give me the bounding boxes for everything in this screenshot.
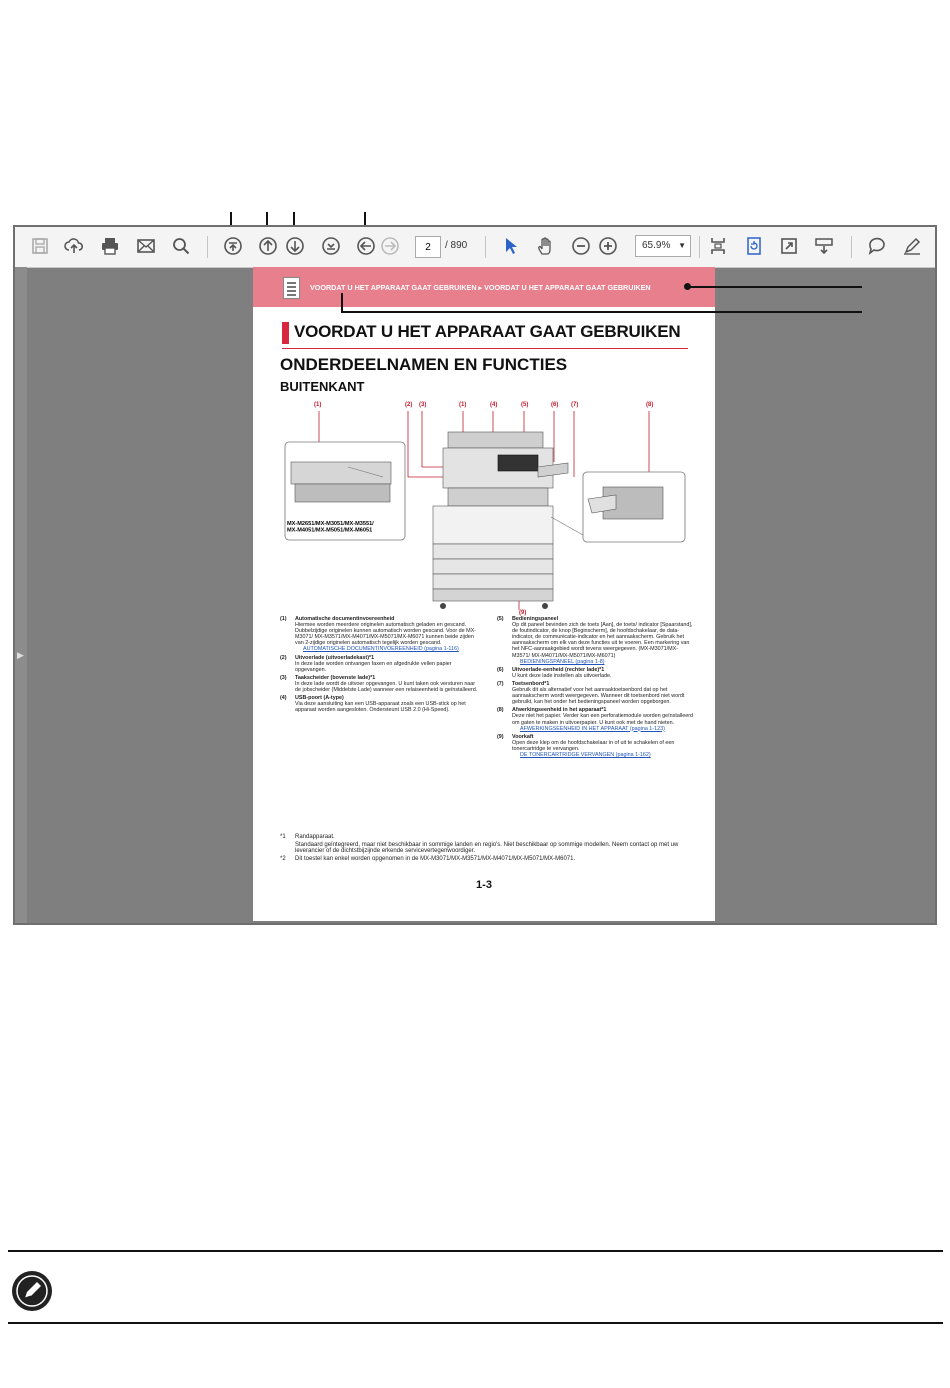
comment-icon[interactable] xyxy=(866,235,888,257)
figure-label: (1) xyxy=(459,402,467,408)
email-icon[interactable] xyxy=(135,235,157,257)
list-item: (1) Automatische documentinvoereenheid Hiermee worden meerdere originelen automatisch geladen en gescand. Dubbelzijdige originelen kunnen automatisch worden gescand. Voor de MX-M3071/ MX-M3571/MX-M4071/MX-M5071/MX-M6071 kunnen beide zijden van 2-zijdige originelen automatisch tegelijk worden gescand. AUTOMATISCHE DOCUMENTINVOEREENHEID (pagina 1-116) xyxy=(280,616,480,653)
note-divider-top xyxy=(8,1250,943,1252)
print-icon[interactable] xyxy=(99,235,121,257)
figure-label: (4) xyxy=(490,402,498,408)
viewer-toolbar xyxy=(15,227,935,268)
callout-line-1 xyxy=(690,286,862,288)
figure-label: (5) xyxy=(521,402,529,408)
zoom-out-icon[interactable] xyxy=(570,235,592,257)
fit-page-icon[interactable] xyxy=(707,235,729,257)
page-header xyxy=(253,267,715,307)
zoom-value: 65.9% xyxy=(642,240,671,251)
side-panel-toggle[interactable] xyxy=(15,267,27,923)
page-number: 1-3 xyxy=(476,879,492,891)
page-number-input[interactable] xyxy=(415,236,441,258)
chapter-marker xyxy=(282,322,289,344)
note-divider-bottom xyxy=(8,1322,943,1324)
next-page-icon[interactable] xyxy=(284,235,306,257)
machine-illustration xyxy=(283,407,693,612)
section-title: ONDERDEELNAMEN EN FUNCTIES xyxy=(280,355,568,374)
list-item: (7) Toetsenbord*1 Gebruik dit als alternatief voor het aanraaktoetsenbord dat op het aanraakscherm wordt weergegeven. Wanneer dit toetsenbord niet wordt gebruikt, kan het onder het bedieningspaneel worden opgeborgen. xyxy=(497,680,685,706)
read-mode-icon[interactable] xyxy=(813,235,835,257)
full-screen-icon[interactable] xyxy=(778,235,800,257)
chapter-title: VOORDAT U HET APPARAAT GAAT GEBRUIKEN xyxy=(294,322,681,341)
list-item: (2) Uitvoerlade (uitvoerladekast)*1 In deze lade worden ontvangen faxen en afgedrukte vellen papier opgevangen. xyxy=(280,654,452,673)
model-label: MX-M2651/MX-M3051/MX-M3551/ MX-M4051/MX-M5051/MX-M6051 xyxy=(287,521,374,534)
pdf-viewer-window xyxy=(13,225,937,925)
zoom-select[interactable] xyxy=(635,235,691,257)
page-total: / 890 xyxy=(445,240,468,251)
list-item: (4) USB-poort (A-type) Via deze aansluiting kan een USB-apparaat zoals een USB-stick op het apparaat worden aangesloten. Ondersteunt USB 2.0 (Hi-Speed). xyxy=(280,695,466,714)
last-page-icon[interactable] xyxy=(320,235,342,257)
pencil-icon xyxy=(12,1271,52,1311)
document-icon xyxy=(283,277,300,299)
link-control-panel[interactable]: BEDIENINGSPANEEL (pagina 1-8) xyxy=(520,658,605,665)
description-column-right xyxy=(497,616,693,760)
select-tool-icon[interactable] xyxy=(499,235,521,257)
footnotes: *1 Randapparaat. Standaard geïntegreerd, maar niet beschikbaar in sommige landen en regio's. Niet beschikbaar op sommige modellen. Neem contact op met uw leverancier of de dichtstbijzijnde erkende servicevertegenwoordiger. *2 Dit toestel kan enkel worden opgenomen in de MX-M3071/MX-M3571/MX-M4071/MX-M5071/MX-M6071. xyxy=(280,834,679,862)
link-toner[interactable]: DE TONERCARTRIDGE VERVANGEN (pagina 1-162) xyxy=(520,751,651,758)
callout-line-2-vertical xyxy=(341,293,343,312)
chevron-right-icon: ▶ xyxy=(17,650,24,660)
figure-label: (1) xyxy=(314,402,322,408)
figure-label: (2) xyxy=(405,402,413,408)
figure-label: (8) xyxy=(646,402,654,408)
zoom-in-icon[interactable] xyxy=(597,235,619,257)
search-icon[interactable] xyxy=(170,235,192,257)
link-finisher[interactable]: AFWERKINGSEENHEID IN HET APPARAAT (pagina 1-123) xyxy=(520,725,665,732)
model-label-line: MX-M4051/MX-M5051/MX-M6051 xyxy=(287,527,373,534)
breadcrumb[interactable]: VOORDAT U HET APPARAAT GAAT GEBRUIKEN ▸ VOORDAT U HET APPARAAT GAAT GEBRUIKEN xyxy=(310,283,651,292)
list-item: (8) Afwerkingseenheid in het apparaat*1 Deze niet het papier. Verder kan een perforatiemodule worden geïnstalleerd om gaten te maken in uitvoerpapier. U kunt ook met de hand nieten. AFWERKINGSEENHEID IN HET APPARAAT (pagina 1-123) xyxy=(497,707,694,732)
save-icon[interactable] xyxy=(29,235,51,257)
previous-page-icon[interactable] xyxy=(257,235,279,257)
document-page xyxy=(253,267,715,921)
callout-line-2 xyxy=(341,311,862,313)
previous-view-icon[interactable] xyxy=(355,235,377,257)
upload-icon[interactable] xyxy=(63,235,85,257)
first-page-icon[interactable] xyxy=(222,235,244,257)
link-adf[interactable]: AUTOMATISCHE DOCUMENTINVOEREENHEID (pagina 1-116) xyxy=(303,646,459,653)
list-item: (3) Taakscheider (bovenste lade)*1 In deze lade wordt de uitvoer opgevangen. U kunt taken ook versturen naar de jobscheider (Middelste Lade) wanneer een relaiseenheid is geïnstalleerd. xyxy=(280,674,478,694)
list-item: (6) Uitvoerlade-eenheid (rechter lade)*1 U kunt deze lade instellen als uitvoerlade. xyxy=(497,666,612,679)
figure-label: (3) xyxy=(419,402,427,408)
description-column-left xyxy=(280,616,480,715)
sign-icon[interactable] xyxy=(901,235,923,257)
figure-label: (6) xyxy=(551,402,559,408)
list-item: (5) Bedieningspaneel Op dit paneel bevinden zich de toets [Aan], de toets/ indicator [Spaarstand], de foutindicator, de knop [Beginscherm], de hoofdschakelaar, de data-indicator, de communicatie-indicator en het aanraakscherm. Gebruik het aanraakscherm om elk van deze functies uit te voeren. Een markering van het NFC-aanraakgebied wordt tevens weergegeven. (MX-M3071/MX-M3571/ MX-M4071/MX-M5071/MX-M6071) BEDIENINGSPANEEL (pagina 1-8) xyxy=(497,616,693,665)
figure-label: (9) xyxy=(519,610,527,616)
chapter-divider xyxy=(282,348,688,349)
figure-label: (7) xyxy=(571,402,579,408)
chevron-down-icon: ▼ xyxy=(678,241,686,250)
subsection-title: BUITENKANT xyxy=(280,379,365,394)
list-item: (9) Voorkaft Open deze klep om de hoofdschakelaar in of uit te schakelen of een tonercartridge te vervangen. DE TONERCARTRIDGE VERVANGEN (pagina 1-162) xyxy=(497,734,693,758)
next-view-icon[interactable] xyxy=(379,235,401,257)
rotate-icon[interactable] xyxy=(743,235,765,257)
hand-tool-icon[interactable] xyxy=(535,235,557,257)
